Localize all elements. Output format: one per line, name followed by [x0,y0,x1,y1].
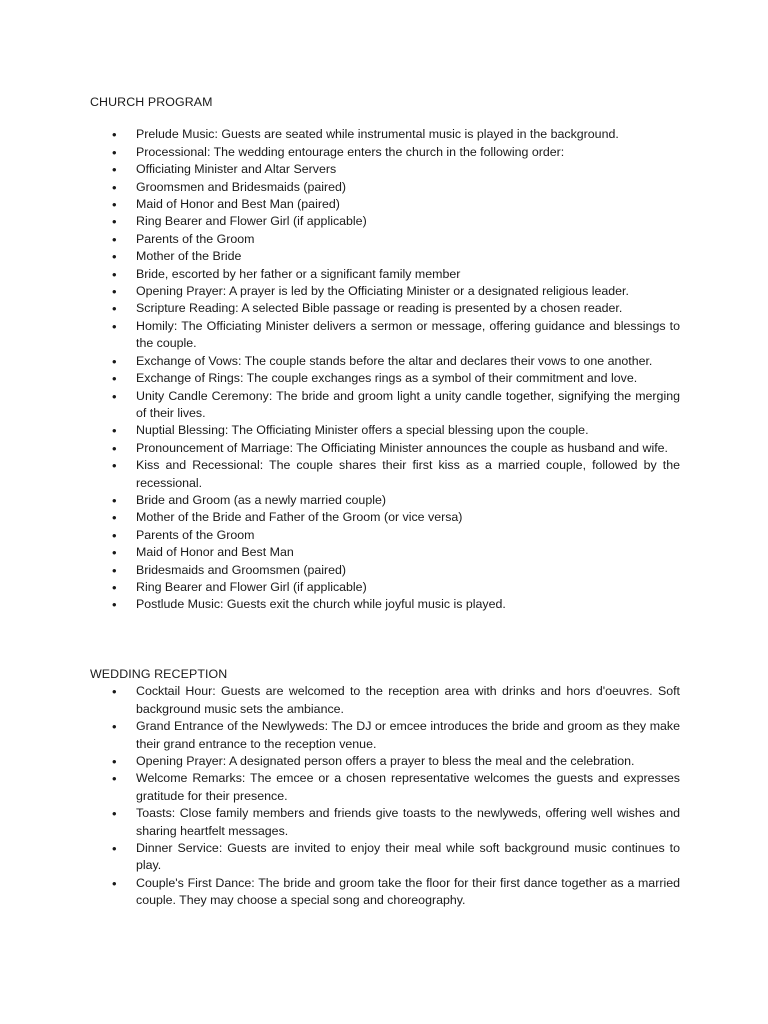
list-item: • Opening Prayer: A prayer is led by the Officiating Minister or a designated religious leader. [90,283,680,300]
list-item: • Processional: The wedding entourage enters the church in the following order: [90,144,680,161]
list-item: • Parents of the Groom [90,231,680,248]
wedding-reception-title: WEDDING RECEPTION [90,667,228,681]
list-item: • Opening Prayer: A designated person offers a prayer to bless the meal and the celebration. [90,753,680,770]
list-item: • Couple's First Dance: The bride and groom take the floor for their first dance together as a married couple. They may choose a special song and choreography. [90,875,680,910]
list-item: • Ring Bearer and Flower Girl (if applicable) [90,579,680,596]
list-item: • Bride, escorted by her father or a significant family member [90,266,680,283]
list-item: • Groomsmen and Bridesmaids (paired) [90,179,680,196]
list-item: • Exchange of Vows: The couple stands before the altar and declares their vows to one another. [90,353,680,370]
wedding-reception-list [90,683,680,909]
list-item: • Postlude Music: Guests exit the church while joyful music is played. [90,596,680,613]
list-item: • Dinner Service: Guests are invited to enjoy their meal while soft background music continues to play. [90,840,680,875]
list-item: • Unity Candle Ceremony: The bride and groom light a unity candle together, signifying the merging of their lives. [90,388,680,423]
list-item: • Grand Entrance of the Newlyweds: The DJ or emcee introduces the bride and groom as they make their grand entrance to the reception venue. [90,718,680,753]
list-item: • Nuptial Blessing: The Officiating Minister offers a special blessing upon the couple. [90,422,680,439]
list-item: • Bridesmaids and Groomsmen (paired) [90,562,680,579]
list-item: • Officiating Minister and Altar Servers [90,161,680,178]
list-item: • Pronouncement of Marriage: The Officiating Minister announces the couple as husband and wife. [90,440,680,457]
list-item: • Exchange of Rings: The couple exchanges rings as a symbol of their commitment and love. [90,370,680,387]
list-item: • Ring Bearer and Flower Girl (if applicable) [90,213,680,230]
church-program-title: CHURCH PROGRAM [90,95,213,109]
list-item: • Welcome Remarks: The emcee or a chosen representative welcomes the guests and expresses gratitude for their presence. [90,770,680,805]
list-item: • Cocktail Hour: Guests are welcomed to the reception area with drinks and hors d'oeuvres. Soft background music sets the ambiance. [90,683,680,718]
list-item: • Maid of Honor and Best Man [90,544,680,561]
wedding-reception-section [90,666,680,910]
list-item: • Prelude Music: Guests are seated while instrumental music is played in the background. [90,126,680,143]
list-item: • Toasts: Close family members and friends give toasts to the newlyweds, offering well wishes and sharing heartfelt messages. [90,805,680,840]
list-item: • Mother of the Bride and Father of the Groom (or vice versa) [90,509,680,526]
church-program-section [90,94,680,614]
church-program-list [90,126,680,613]
list-item: • Kiss and Recessional: The couple shares their first kiss as a married couple, followed by the recessional. [90,457,680,492]
list-item: • Scripture Reading: A selected Bible passage or reading is presented by a chosen reader. [90,300,680,317]
list-item: • Bride and Groom (as a newly married couple) [90,492,680,509]
list-item: • Maid of Honor and Best Man (paired) [90,196,680,213]
list-item: • Mother of the Bride [90,248,680,265]
list-item: • Homily: The Officiating Minister delivers a sermon or message, offering guidance and blessings to the couple. [90,318,680,353]
list-item: • Parents of the Groom [90,527,680,544]
